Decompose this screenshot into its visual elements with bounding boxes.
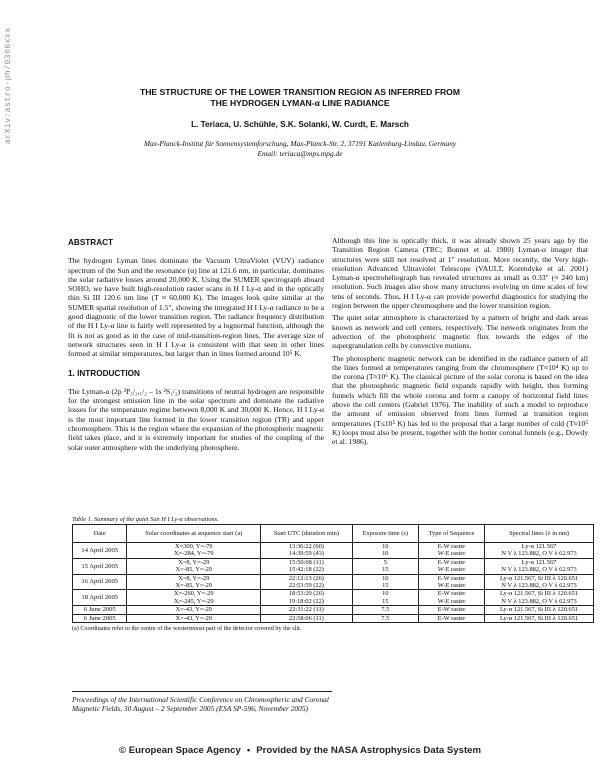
right-paragraph-2: The quiet solar atmosphere is characterized by a pattern of bright and dark areas known as network and cell centers, respectively. The network originates from the advection of the photospheric magnetic flux towards the edges of the supergranulation cells by convective motions. xyxy=(332,313,588,351)
cell-line: X=-85, Y=-29 xyxy=(175,582,212,590)
cell-line: X=-245, Y=-29 xyxy=(173,597,214,605)
table-caption: Table 1. Summary of the quiet Sun H I Ly-α observations. xyxy=(72,516,219,523)
cell-line: 14:39:59 (43) xyxy=(288,550,324,558)
cell-line: W-E raster xyxy=(437,566,466,574)
observations-table-block xyxy=(72,516,594,632)
footnote-divider xyxy=(72,691,332,692)
cell-line: 10 xyxy=(382,550,389,558)
cell-spectral-lines xyxy=(485,558,594,574)
cell-spectral-lines: Ly-α 121.567, Si III λ 120.651 xyxy=(485,614,594,622)
ads-credit: Provided by the NASA Astrophysics Data System xyxy=(256,745,482,756)
cell-sequence-type: E-W raster xyxy=(418,606,484,614)
cell-line: X=8, Y=-29 xyxy=(178,574,210,582)
cell-date: 6 June 2005 xyxy=(73,606,127,614)
cell-line: E-W raster xyxy=(437,543,466,550)
cell-spectral-lines xyxy=(485,574,594,590)
cell-spectral-lines: Ly-α 121.567, Si III λ 120.651 xyxy=(485,606,594,614)
cell-date: 6 June 2005 xyxy=(73,614,127,622)
table-row xyxy=(73,558,594,574)
header-date: Date xyxy=(73,525,127,543)
cell-start-utc xyxy=(261,558,353,574)
cell-line: Ly-α 121.567 xyxy=(521,543,557,550)
bullet-separator: • xyxy=(246,745,251,756)
header-sequence-type: Type of Sequence xyxy=(418,525,484,543)
observations-table xyxy=(72,524,594,623)
cell-exposure xyxy=(352,558,418,574)
cell-line: X=8, Y=-29 xyxy=(178,558,210,566)
cell-line: 22:53:59 (22) xyxy=(288,582,324,590)
cell-line: X=-284, Y=-79 xyxy=(173,550,214,558)
cell-line: X=-260, Y=-29 xyxy=(173,590,214,598)
cell-line: 10 xyxy=(382,543,389,550)
proceedings-line-1: Proceedings of the International Scientific Conference on Chromospheric and Coronal xyxy=(72,695,329,704)
ads-banner xyxy=(0,745,600,756)
cell-line: X=-85, Y=-29 xyxy=(175,566,212,574)
introduction-heading: 1. INTRODUCTION xyxy=(68,368,140,378)
cell-line: E-W raster xyxy=(437,590,466,598)
cell-exposure xyxy=(352,543,418,559)
cell-line: 22:12:13 (26) xyxy=(288,574,324,582)
cell-date: 18 April 2005 xyxy=(73,590,127,606)
cell-line: N V λ 123.882, O V λ 62.973 xyxy=(501,566,577,574)
affiliation: Max-Planck-Institut für Sonnensystemforschung, Max-Planck-Str. 2, 37191 Katlenburg-Lindau, Germany xyxy=(143,139,457,148)
proceedings-footer xyxy=(72,695,532,713)
cell-start-utc: 22:58:06 (11) xyxy=(261,614,353,622)
table-row xyxy=(73,574,594,590)
table-footnote: (a) Coordinates refer to the centre of the westernmost part of the detector covered by the slit. xyxy=(72,625,302,633)
left-column xyxy=(68,236,324,455)
cell-line: E-W raster xyxy=(437,558,466,566)
cell-exposure xyxy=(352,574,418,590)
cell-start-utc xyxy=(261,590,353,606)
table-row xyxy=(73,543,594,559)
cell-coordinates xyxy=(127,590,261,606)
cell-start-utc xyxy=(261,574,353,590)
email: Email: teriaca@mps.mpg.de xyxy=(257,148,343,158)
cell-line: N V λ 123.882, O V λ 62.973 xyxy=(501,582,577,590)
affiliation-block xyxy=(70,139,530,158)
cell-spectral-lines xyxy=(485,590,594,606)
arxiv-identifier: arXiv:astro-ph/0306xxx xyxy=(4,27,13,144)
cell-exposure: 7.5 xyxy=(352,606,418,614)
cell-line: Ly-α 121.567, Si III λ 120.651 xyxy=(499,574,579,582)
cell-line: Ly-α 121.567, Si III λ 120.651 xyxy=(499,590,579,598)
cell-sequence-type: E-W raster xyxy=(418,614,484,622)
cell-line: 10 xyxy=(382,590,389,598)
title-line-1: THE STRUCTURE OF THE LOWER TRANSITION REGION AS INFERRED FROM xyxy=(139,87,461,97)
introduction-paragraph: The Lyman-α (2p ²P₃/₂,₁/₂ – 1s ²S₁/₂) transitions of neutral hydrogen are responsible for the strongest emission line in the solar spectrum and dominate the radiative losses for the temperature regime between 8,000 K and 30,000 K. Hence, H I Ly-α is the most important line formed in the lower transition region (TR) and upper chromosphere. This is the region where the expansion of the photospheric magnetic field takes place, and it is extremely important for studies of the coupling of the solar outer atmosphere with the underlying photosphere. xyxy=(68,386,324,452)
cell-line: E-W raster xyxy=(437,574,466,582)
table-row xyxy=(73,590,594,606)
title-line-2: THE HYDROGEN LYMAN-α LINE RADIANCE xyxy=(210,98,390,108)
paper-title xyxy=(90,87,510,109)
table-header-row xyxy=(73,525,594,543)
author-list: L. Teriaca, U. Schühle, S.K. Solanki, W. Curdt, E. Marsch xyxy=(191,120,409,129)
cell-exposure xyxy=(352,590,418,606)
abstract-text: The hydrogen Lyman lines dominate the Vacuum UltraViolet (VUV) radiance spectrum of the Sun and the resonance (α) line at 121.6 nm, in particular, dominates the solar radiative losses around 20,000 K. Using the SUMER spectrograph aboard SOHO, we have built high-resolution raster scans in H I Ly-α and in the optically thin Si III 120.6 nm line (T ≈ 60,000 K). The images look quite similar at the SUMER spatial resolution of 1.5″, showing the integrated H I Ly-α radiance to be a good diagnostic of the lower transition region. The radiance frequency distribution of the H I Ly-α line is fairly well represented by a lognormal function, although the fit is not as good as in the case of mid-transition-region lines. The average size of network structures seen in H I Ly-α is consistent with that seen in other lines formed at similar temperatures, but larger than in lines formed around 10⁵ K. xyxy=(68,256,324,359)
header-spectral-lines: Spectral lines (λ in nm) xyxy=(485,525,594,543)
cell-coordinates: X=-43, Y=-29 xyxy=(127,614,261,622)
header-coordinates: Solar coordinates at sequence start (a) xyxy=(127,525,261,543)
cell-coordinates: X=-43, Y=-29 xyxy=(127,606,261,614)
cell-date: 16 April 2005 xyxy=(73,574,127,590)
cell-line: 15:42:18 (22) xyxy=(288,566,324,574)
cell-start-utc: 22:31:22 (11) xyxy=(261,606,353,614)
cell-line: W-E raster xyxy=(437,597,466,605)
cell-date: 14 April 2005 xyxy=(73,543,127,559)
cell-coordinates xyxy=(127,543,261,559)
cell-spectral-lines xyxy=(485,543,594,559)
cell-sequence-type xyxy=(418,590,484,606)
cell-line: 15:50:08 (11) xyxy=(289,558,324,566)
right-paragraph-1: Although this line is optically thick, it was already shown 25 years ago by the Transition Region Camera (TRC; Bonnet et al. 1980) Lyman-α imager that structures were still not resolved at 1″ resolution. More recently, the Very high-resolution Advanced Ultraviolet Telescope (VAULT, Korendyke et al. 2001) Lyman-α spectroheliograph has revealed structures as small as 0.33″ (≈ 240 km) resolution. Such images also show many structures evolving on time scales of few tens of seconds. Thus, H I Ly-α can provide powerful diagnostics for studying the region between the upper chromosphere and the lower transition region. xyxy=(332,236,588,311)
cell-sequence-type xyxy=(418,574,484,590)
right-paragraph-3: The photospheric magnetic network can be identified in the radiance pattern of all the lines formed at temperatures ranging from the chromosphere (T≈10⁴ K) up to the corona (T≈10⁶ K). The classical picture of the solar corona is based on the idea that the photospheric magnetic field expands rapidly with height, thus forming funnels which fill the whole corona and form a canopy of horizontal field lines above the cell centers (Gabriel 1976). The inability of such a model to reproduce the amount of emission observed from lines formed at transition region temperatures (T≤10⁵ K) has led to the proposal that a large number of cold (T≈10⁵ K) loops must also be present, together with the hotter coronal funnels (e.g., Dowdy et al. 1986). xyxy=(332,353,588,447)
cell-start-utc xyxy=(261,543,353,559)
cell-line: W-E raster xyxy=(437,582,466,590)
cell-line: 19:18:02 (22) xyxy=(288,597,324,605)
cell-date: 15 April 2005 xyxy=(73,558,127,574)
cell-line: X=300, Y=-79 xyxy=(175,543,213,550)
cell-line: 5 xyxy=(383,558,387,566)
cell-line: 15 xyxy=(382,582,389,590)
cell-line: 15 xyxy=(382,566,389,574)
cell-line: 18:53:20 (26) xyxy=(288,590,324,598)
cell-line: Ly-α 121.567 xyxy=(521,558,557,566)
cell-sequence-type xyxy=(418,543,484,559)
cell-line: N V λ 123.882, O V λ 62.973 xyxy=(501,550,577,558)
cell-line: W-E raster xyxy=(437,550,466,558)
table-row xyxy=(73,606,594,614)
cell-line: N V λ 123.882, O V λ 62.973 xyxy=(501,597,577,605)
cell-line: 10 xyxy=(382,574,389,582)
table-row xyxy=(73,614,594,622)
abstract-heading: ABSTRACT xyxy=(68,238,114,247)
cell-line: 13:36:22 (60) xyxy=(288,543,324,550)
cell-exposure: 7.5 xyxy=(352,614,418,622)
cell-coordinates xyxy=(127,558,261,574)
right-column xyxy=(332,236,588,450)
cell-sequence-type xyxy=(418,558,484,574)
cell-coordinates xyxy=(127,574,261,590)
proceedings-line-2: Magnetic Fields, 30 August – 2 September 2005 (ESA SP-596, November 2005) xyxy=(72,704,308,713)
esa-copyright: © European Space Agency xyxy=(118,745,241,756)
cell-line: 15 xyxy=(382,597,389,605)
header-start-utc: Start UTC (duration min) xyxy=(261,525,353,543)
header-exposure: Exposure time (s) xyxy=(352,525,418,543)
